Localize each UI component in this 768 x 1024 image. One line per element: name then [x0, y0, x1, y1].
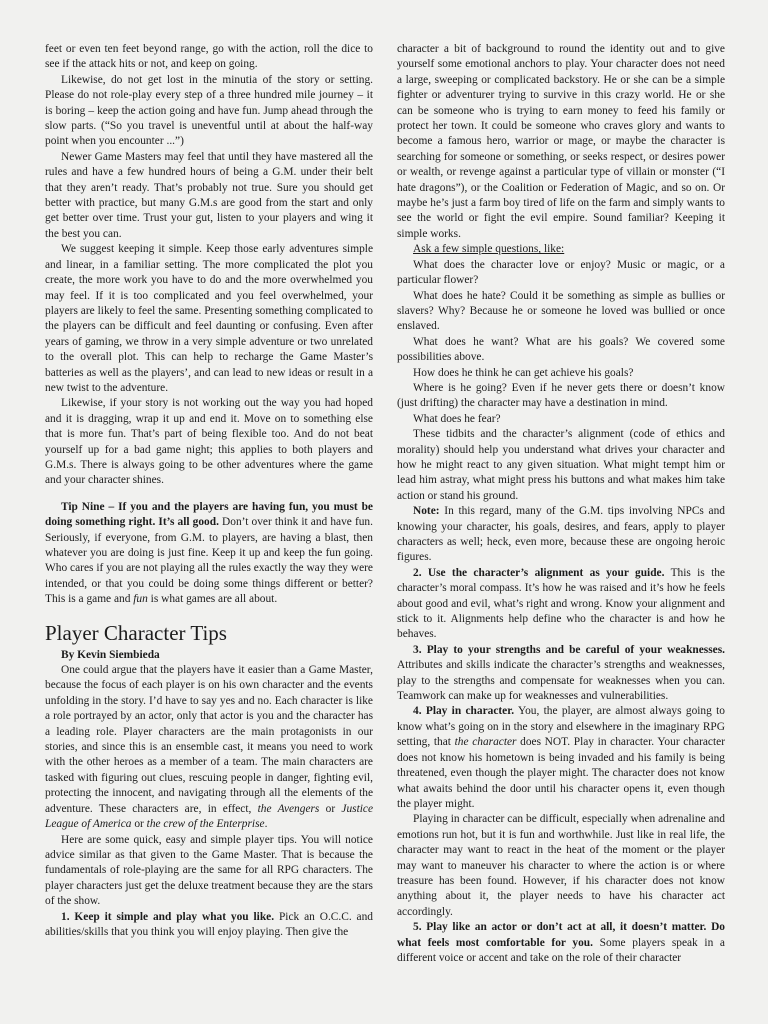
note-text: In this regard, many of the G.M. tips involving NPCs and knowing your character, his goals, desires, and fears, apply to player characters as well; heck, even more, because these are ongoing heroic figures.: [397, 505, 725, 564]
paragraph: feet or even ten feet beyond range, go with the action, roll the dice to see if the attack hits or not, and keep on going.: [45, 43, 373, 71]
question: What does he fear?: [413, 412, 501, 425]
question: What does he want? What are his goals? We covered some possibilities above.: [397, 335, 725, 364]
tip-text: Attributes and skills indicate the character’s strengths and weaknesses, play to the strengths and compensate for weaknesses when you can. Teamwork can make up for weaknesses and vulnerabilities.: [397, 659, 725, 703]
tip-heading: Tip Nine – If you and the players are having fun, you must be doing something right. It’s all good.: [45, 500, 373, 529]
text-run: .: [264, 818, 268, 831]
question: How does he think he can get achieve his goals?: [413, 366, 634, 379]
paragraph: These tidbits and the character’s alignment (code of ethics and morality) should help you understand what drives your character and how he might react to any given situation. What might tempt him or lead him astray, what might press his buttons and what makes him take action or stand his ground.: [397, 428, 725, 502]
tip-text: This is the character’s moral compass. It’s how he was raised and it’s how he feels about good and evil, what’s right and wrong. Know your alignment and stick to it. Alignments help define who the character is and how he behaves.: [397, 566, 725, 641]
question: What does he hate? Could it be something as simple as bullies or slavers? Why? Because he or someone he loved was bullied or once enslaved.: [397, 289, 725, 333]
tip-heading: 2. Use the character’s alignment as your guide.: [413, 566, 665, 579]
tip-two-paragraph: [397, 566, 725, 643]
emphasis: the Avengers: [257, 802, 320, 815]
left-column: [45, 42, 373, 940]
tip-heading: 3. Play to your strengths and be careful of your weaknesses.: [413, 643, 725, 656]
emphasis: the character: [454, 736, 517, 749]
paragraph: Playing in character can be difficult, especially when adrenaline and emotions run hot, but it is fun and worthwhile. Just like in real life, the character may want to react in the heat of the moment or the player may want to maneuver his character to where the action is or where treasure has been found. However, if his character does not know anything about it, the player needs to have his character act accordingly.: [397, 813, 725, 918]
text-run: or: [319, 802, 342, 815]
underlined-text: Ask a few simple questions, like:: [413, 243, 565, 256]
paragraph: character a bit of background to round the identity out and to give yourself some emotional anchors to play. Your character does not need a large, sweeping or complicated backstory. He or she can be a simple fighter or adventurer trying to survive in this crazy world. He or she can be someone who is trying to earn money to feed his family or protect her town. It could be someone who craves glory and wants to become a famous hero, warrior or mage, or maybe the character is searching for someone or something, or seeks respect, or desires power or wealth, or revenge against a particular type of villain or monster (“I hate dragons”), or the Coalition or Federation of Magic, and so on. Or maybe he’s just a farm boy tired of life on the farm and simply wants to see the world or fight the evil empire. Sound familiar? Keeping it simple works.: [397, 43, 725, 240]
question: Where is he going? Even if he never gets there or doesn’t know (just drifting) the character may have a destination in mind.: [397, 381, 725, 410]
tip-one-paragraph: [45, 910, 373, 941]
paragraph: Here are some quick, easy and simple player tips. You will notice advice similar as that given to the Game Master. That is because the fundamentals of role-playing are the same for all RPG characters. The player characters just get the deluxe treatment because they are the stars of the show.: [45, 833, 373, 908]
right-column: [397, 42, 725, 966]
question: What does the character love or enjoy? Music or magic, or a particular flower?: [397, 258, 725, 287]
tip-heading: 5. Play like an actor or don’t act at all, it doesn’t matter. Do what feels most comfortable for you.: [397, 921, 725, 949]
note-label: Note:: [413, 505, 440, 518]
note-paragraph: [397, 504, 725, 566]
emphasis: Justice League of America: [45, 802, 374, 831]
tip-text: You, the player, are almost always going to know what’s going on in the story and elsewhere in the imaginary RPG setting, that: [397, 705, 725, 749]
paragraph: Likewise, if your story is not working out the way you had hoped and it is dragging, wrap it up and end it. Move on to something else that is more fun. That’s part of being flexible too. And do not beat yourself up for a bad game night; this applies to both players and G.M.s. There is always going to be other adventures where the game and your character shines.: [45, 397, 373, 487]
text-run: or: [131, 818, 147, 831]
tip-text: Don’t over think it and have fun. Seriously, if everyone, from G.M. to players, are having a blast, then whatever you are doing is just fine. Keep it up and keep the fun going. Who cares if you are not playing all the rules exactly the way they were intended, or that you could be doing some things different or better? This is a game and: [45, 516, 373, 606]
tip-five-paragraph: [397, 920, 725, 966]
tip-four-paragraph: [397, 704, 725, 812]
paragraph: [45, 663, 373, 832]
paragraph: We suggest keeping it simple. Keep those early adventures simple and linear, in a familiar setting. The more complicated the plot you create, the more work you have to do and the more overwhelmed you may feel. If it is too complicated and you feel overwhelmed, your players are likely to feel the same. Presenting something complicated to the players can be difficult and feel daunting or confusing. Even after years of gaming, we throw in a very simple adventure or two unrelated to the overall plot. This can help to recharge the Game Master’s batteries as well as the players’, and can lead to new ideas or result in a new twist to the adventure.: [45, 243, 373, 394]
tip-heading: 4. Play in character.: [413, 705, 515, 718]
paragraph: Likewise, do not get lost in the minutia of the story or setting. Please do not role-play every step of a three hundred mile journey – it is boring – keep the action going and have fun. Jump ahead through the slow parts. (“So you travel is uneventful until at about the half-way point when you encounter ...”): [45, 73, 373, 148]
tip-text: is what games are all about.: [147, 593, 278, 606]
question-intro: [397, 242, 725, 257]
paragraph: Newer Game Masters may feel that until they have mastered all the rules and have a few hundred hours of being a G.M. under their belt that they aren’t ready. That’s probably not true. Sure you should get better with practice, but many G.M.s are good from the start and only get better over time. Trust your gut, listen to your players and wing it the best you can.: [45, 150, 373, 240]
byline: By Kevin Siembieda: [61, 648, 160, 661]
tip-three-paragraph: [397, 643, 725, 705]
emphasis: fun: [133, 593, 148, 606]
tip-text: Some players speak in a different voice or accent and take on the role of their character: [397, 936, 725, 964]
text-run: One could argue that the players have it easier than a Game Master, because the focus of each player is on his own character and the events unfolding in the story. I’d have to say yes and no. Each character is like a role portrayed by an actor, only that actor is you and the character has a leading role. Player characters are the main protagonists in our stories, and since this is an ensemble cast, it means you need to work with the other heroes as a member of a team. The main characters are tasked with figuring out clues, rescuing people in danger, fighting evil, protecting the innocent, and navigating through all the elements of the adventure. These characters are, in effect,: [45, 664, 373, 815]
tip-nine-paragraph: [45, 500, 373, 608]
section-title: Player Character Tips: [45, 620, 227, 645]
tip-text: Pick an O.C.C. and abilities/skills that you think you will enjoy playing. Then give the: [45, 910, 374, 938]
tip-heading: 1. Keep it simple and play what you like.: [61, 910, 275, 923]
emphasis: the crew of the Enterprise: [146, 818, 265, 831]
tip-text: does NOT. Play in character. Your character does not know his hometown is being invaded and his family is being threatened, even though the player might. The character does not know what awaits behind the door until his character opens it, even though the player might.: [397, 736, 725, 810]
